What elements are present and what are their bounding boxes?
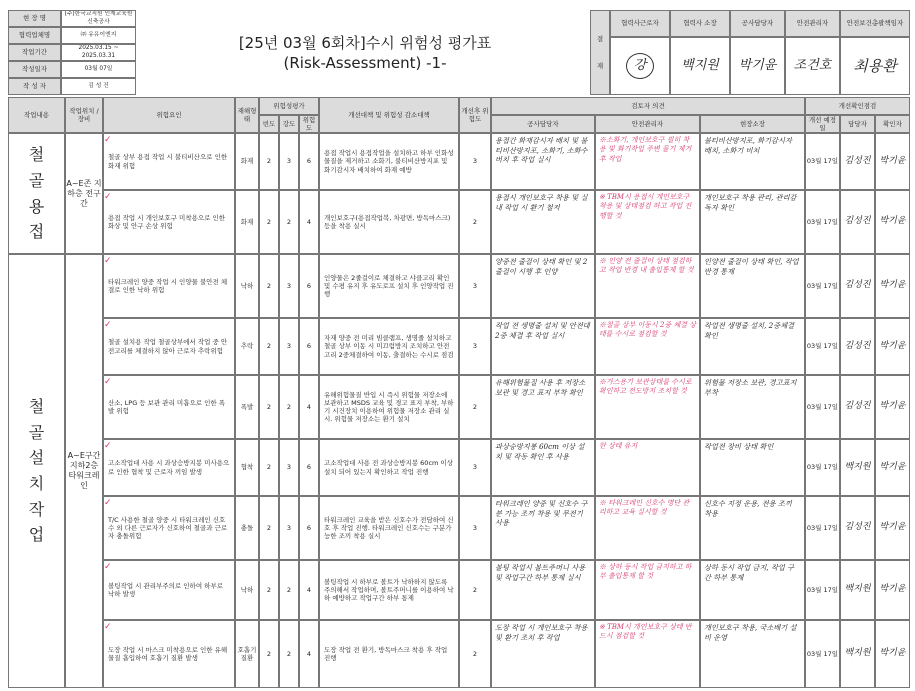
check-mark-icon: ✓	[104, 135, 112, 145]
row-3-op-manager: 양중전 줄걸이 상태 확인 및 2줄걸이 시행 후 인양	[491, 254, 595, 318]
row-3-post: 3	[459, 254, 491, 318]
row-9-date: 03월 17일	[805, 620, 840, 688]
row-8-risk: 4	[299, 560, 319, 620]
row-7-op-site: 신호수 지정 운용, 전용 조끼 착용	[700, 496, 805, 560]
check-mark-icon: ✓	[104, 256, 112, 266]
signature-safety: 조건호	[785, 37, 840, 95]
period-label: 작업기간	[8, 44, 61, 61]
col-planned-date: 개선 예정일	[805, 115, 840, 133]
row-1-op-site: 불티비산방지포, 화기감시자 배치, 소화기 비치	[700, 133, 805, 190]
approval-header-chief: 안전보건총괄책임자	[840, 10, 910, 37]
row-3-severity: 3	[279, 254, 299, 318]
check-mark-icon: ✓	[104, 622, 112, 632]
row-9-owner: 백지원	[840, 620, 875, 688]
row-3-date: 03월 17일	[805, 254, 840, 318]
row-8-severity: 2	[279, 560, 299, 620]
row-8-checker: 박기윤	[875, 560, 910, 620]
row-7-checker: 박기윤	[875, 496, 910, 560]
row-5-risk: 4	[299, 375, 319, 439]
row-3-type: 낙하	[235, 254, 259, 318]
row-4-post: 3	[459, 318, 491, 375]
row-5-severity: 2	[279, 375, 299, 439]
row-6-hazard: 고소작업대 사용 시 과상승방지봉 미사용으로 인한 협착 및 근로자 끼임 발생	[103, 439, 235, 496]
signature-manager: 백지원	[670, 37, 730, 95]
col-owner: 담당자	[840, 115, 875, 133]
row-8-owner: 백지원	[840, 560, 875, 620]
row-2-date: 03월 17일	[805, 190, 840, 254]
approval-side-label: 결 재	[590, 10, 610, 95]
site-label: 현 장 명	[8, 10, 61, 27]
row-5-owner: 김성진	[840, 375, 875, 439]
row-8-post: 2	[459, 560, 491, 620]
row-6-op-manager: 과상승방지봉 60cm 이상 설치 및 작동 확인 후 사용	[491, 439, 595, 496]
company-label: 협력업체명	[8, 27, 61, 44]
col-freq: 빈도	[259, 115, 279, 133]
row-4-date: 03월 17일	[805, 318, 840, 375]
title-line-2: (Risk-Assessment) -1-	[283, 54, 447, 73]
row-8-op-safety: ※ 상하 동시 작업 금지하고 하부 출입통제 할 것	[595, 560, 700, 620]
row-7-severity: 3	[279, 496, 299, 560]
col-risk: 위험도	[299, 115, 319, 133]
row-1-severity: 3	[279, 133, 299, 190]
row-6-freq: 2	[259, 439, 279, 496]
row-6-date: 03월 17일	[805, 439, 840, 496]
row-5-post: 2	[459, 375, 491, 439]
row-5-op-site: 위험물 저장소 보관, 경고표지 부착	[700, 375, 805, 439]
row-2-measures: 개인보호구(용접작업복, 차광면, 방독마스크)등을 착용 실시	[319, 190, 459, 254]
row-6-risk: 6	[299, 439, 319, 496]
row-4-owner: 김성진	[840, 318, 875, 375]
date-label: 작성일자	[8, 61, 61, 78]
check-mark-icon: ✓	[104, 441, 112, 451]
row-4-severity: 3	[279, 318, 299, 375]
row-9-op-manager: 도장 작업 시 개인보호구 착용 및 환기 조치 후 작업	[491, 620, 595, 688]
author-value: 김 성 진	[61, 78, 136, 95]
row-9-op-safety: ※ TBM시 개인보호구 상태 반드시 점검할 것	[595, 620, 700, 688]
row-2-checker: 박기윤	[875, 190, 910, 254]
group-work-steel: 철골설치작업	[8, 254, 65, 688]
row-3-op-safety: ※ 인양 전 줄걸이 상태 점검하고 작업 반경 내 출입통제 할 것	[595, 254, 700, 318]
row-9-type: 호흡기 질환	[235, 620, 259, 688]
row-5-type: 폭발	[235, 375, 259, 439]
row-7-hazard: T/C 사용한 철골 양중 시 타워크레인 신호수 외 다른 근로자가 신호하여 철골과 근로자 충돌위험	[103, 496, 235, 560]
site-value: (주)한국교직원 인재교육원 신축공사	[61, 10, 136, 27]
row-5-hazard: 산소, LPG 등 보관 관리 미흡으로 인한 폭발 위험	[103, 375, 235, 439]
row-8-op-site: 상하 동시 작업 금지, 작업 구간 하부 통제	[700, 560, 805, 620]
row-9-checker: 박기윤	[875, 620, 910, 688]
row-7-freq: 2	[259, 496, 279, 560]
row-3-measures: 인양물은 2줄걸이로 체결하고 샤클고리 확인 및 수평 유지 후 유도로프 설치 후 인양작업 진행	[319, 254, 459, 318]
row-2-owner: 김성진	[840, 190, 875, 254]
row-7-post: 3	[459, 496, 491, 560]
row-9-op-site: 개인보호구 착용, 국소배기 설비 운영	[700, 620, 805, 688]
row-9-freq: 2	[259, 620, 279, 688]
row-3-risk: 6	[299, 254, 319, 318]
row-9-risk: 4	[299, 620, 319, 688]
row-1-op-manager: 용접간 화재감시자 배치 및 불티비산방지포, 소화기, 소화수 버치 후 작업 실시	[491, 133, 595, 190]
row-4-op-manager: 작업 전 생명줄 설치 및 안전대 2중 체결 후 작업 실시	[491, 318, 595, 375]
row-1-date: 03월 17일	[805, 133, 840, 190]
author-label: 작 성 자	[8, 78, 61, 95]
row-1-post: 3	[459, 133, 491, 190]
group-work-welding: 철골용접	[8, 133, 65, 254]
row-9-measures: 도장 작업 전 환기, 방독마스크 착용 후 작업 진행	[319, 620, 459, 688]
row-7-risk: 6	[299, 496, 319, 560]
col-op-safety: 안전관리자	[595, 115, 700, 133]
row-3-owner: 김성진	[840, 254, 875, 318]
row-3-checker: 박기윤	[875, 254, 910, 318]
row-5-op-manager: 유해위험물질 사용 후 저장소 보관 및 경고 표지 부착 확인	[491, 375, 595, 439]
document-title	[215, 33, 515, 74]
col-risk-group: 위험성평가	[259, 97, 319, 115]
row-2-type: 화재	[235, 190, 259, 254]
row-4-hazard: 철골 설치용 작업 철골상부에서 작업 중 안전고리를 체결하지 않아 근로자 추락위험	[103, 318, 235, 375]
row-1-checker: 박기윤	[875, 133, 910, 190]
row-7-owner: 김성진	[840, 496, 875, 560]
signature-worker: 강	[610, 37, 670, 95]
row-7-date: 03월 17일	[805, 496, 840, 560]
row-4-measures: 자재 양중 전 미리 빔클램프, 생명줄 설치하고 철골 상부 이동 시 미끄럼방지 조치하고 안전고리 2중체결하여 이동, 출결하는 수시로 점검	[319, 318, 459, 375]
col-type: 재해형태	[235, 97, 259, 133]
row-2-op-safety: ※ TBM시 용접시 개인보호구 착용 및 상태점검 하고 작업 진행할 것	[595, 190, 700, 254]
row-2-risk: 4	[299, 190, 319, 254]
check-mark-icon: ✓	[104, 320, 112, 330]
row-6-op-site: 작업전 장비 상태 확인	[700, 439, 805, 496]
row-4-freq: 2	[259, 318, 279, 375]
row-8-measures: 볼팅작업 시 하부로 볼트가 낙하하지 않도록 주의해서 작업하며, 볼트주머니를 이용하여 낙하 예방하고 작업구간 하부 통제	[319, 560, 459, 620]
row-5-op-safety: ※가스용기 보관상태를 수시로 확인하고 전도방지 조치할 것	[595, 375, 700, 439]
row-3-hazard: 타워크레인 양중 작업 시 인양물 불안전 체결로 인한 낙하 위험	[103, 254, 235, 318]
row-6-owner: 백지원	[840, 439, 875, 496]
row-4-risk: 6	[299, 318, 319, 375]
col-work: 작업내용	[8, 97, 65, 133]
row-7-type: 충돌	[235, 496, 259, 560]
col-opinion-group: 검토자 의견	[491, 97, 805, 115]
col-op-manager: 공사담당자	[491, 115, 595, 133]
row-1-op-safety: ※소화기, 개인보호구 필히 착용 및 화기작업 주변 물기 제거 후 작업	[595, 133, 700, 190]
row-6-checker: 박기윤	[875, 439, 910, 496]
row-7-op-safety: ※ 타워크레인 신호수 명단 관리하고 교육 실시할 것	[595, 496, 700, 560]
row-3-op-site: 인양전 줄걸이 상태 확인, 작업반경 통제	[700, 254, 805, 318]
group-location-welding: A~E존 지하층 전구간	[65, 133, 103, 254]
row-4-op-safety: ※철골 상부 이동시 2중 체결 상태를 수시로 점검할 것	[595, 318, 700, 375]
row-2-hazard: 용접 작업 시 개인보호구 미착용으로 인한 화상 및 안구 손상 위험	[103, 190, 235, 254]
col-measures: 개선대책 및 위험성 감소대책	[319, 97, 459, 133]
row-1-freq: 2	[259, 133, 279, 190]
check-mark-icon: ✓	[104, 498, 112, 508]
col-op-site: 현장소장	[700, 115, 805, 133]
signature-chief: 최용환	[840, 37, 910, 95]
row-6-post: 3	[459, 439, 491, 496]
col-location: 작업위치 / 장비	[65, 97, 103, 133]
group-location-steel: A~E구간 지하2층 타워크레인	[65, 254, 103, 688]
row-6-severity: 3	[279, 439, 299, 496]
col-confirm-group: 개선확인점검	[805, 97, 910, 115]
row-8-op-manager: 볼팅 작업시 볼트주머니 사용 및 작업구간 하부 통제 실시	[491, 560, 595, 620]
row-5-checker: 박기윤	[875, 375, 910, 439]
row-1-owner: 김성진	[840, 133, 875, 190]
row-9-post: 2	[459, 620, 491, 688]
approval-header-safety: 안전관리자	[785, 10, 840, 37]
row-6-type: 협착	[235, 439, 259, 496]
col-severity: 강도	[279, 115, 299, 133]
row-5-date: 03월 17일	[805, 375, 840, 439]
signature-supervisor: 박기윤	[730, 37, 785, 95]
row-4-checker: 박기윤	[875, 318, 910, 375]
company-value: ㈜ 유유이엔지	[61, 27, 136, 44]
date-value: 03월 07일	[61, 61, 136, 78]
row-2-op-site: 개인보호구 착용 관리, 관리감독자 확인	[700, 190, 805, 254]
row-9-hazard: 도장 작업 시 마스크 미착용으로 인한 유해물질 흡입하여 호흡기 질환 발생	[103, 620, 235, 688]
row-1-risk: 6	[299, 133, 319, 190]
row-7-measures: 타워크레인 교육을 받은 신호수가 전담하여 신호 후 작업 진행. 타워크레인 신호수는 구분가능한 조끼 착용 실시	[319, 496, 459, 560]
approval-header-supervisor: 공사담당자	[730, 10, 785, 37]
col-post-risk: 개선후 위험도	[459, 97, 491, 133]
row-2-op-manager: 용접시 개인보호구 착용 및 실내 작업 시 환기 철저	[491, 190, 595, 254]
row-4-type: 추락	[235, 318, 259, 375]
row-1-measures: 용접 작업시 용접작업을 설치하고 하부 인화성 물질을 제거하고 소화기, 불티비산방지포 및 화기감시자 배치하여 화재 예방	[319, 133, 459, 190]
row-8-hazard: 볼팅작업 시 관리부주의로 인하여 하부로 낙하 발생	[103, 560, 235, 620]
row-1-hazard: 철골 상부 용접 작업 시 불티비산으로 인한 화재 위험	[103, 133, 235, 190]
row-1-type: 화재	[235, 133, 259, 190]
approval-header-manager: 협력사 소장	[670, 10, 730, 37]
row-2-post: 2	[459, 190, 491, 254]
check-mark-icon: ✓	[104, 562, 112, 572]
row-2-freq: 2	[259, 190, 279, 254]
title-line-1: [25년 03월 6회차]수시 위험성 평가표	[238, 34, 492, 52]
col-hazard: 위험요인	[103, 97, 235, 133]
row-9-severity: 2	[279, 620, 299, 688]
row-6-measures: 고소작업대 사용 전 과상승방지봉 60cm 이상 설치 되어 있는지 확인하고 작업 진행	[319, 439, 459, 496]
check-mark-icon: ✓	[104, 192, 112, 202]
check-mark-icon: ✓	[104, 377, 112, 387]
row-3-freq: 2	[259, 254, 279, 318]
row-6-op-safety: 한 상태 유지	[595, 439, 700, 496]
period-value: 2025.03.15 ~ 2025.03.31	[61, 44, 136, 61]
row-7-op-manager: 타워크레인 양중 및 신호수 구분 가능 조끼 착용 및 무전기 사용	[491, 496, 595, 560]
row-8-date: 03월 17일	[805, 560, 840, 620]
row-5-freq: 2	[259, 375, 279, 439]
row-5-measures: 유해위험물질 반입 시 즉시 위험물 저장소에 보관하고 MSDS 교육 및 경고 표지 부착, 부하기 시건장치 이용하여 위험물 저장소 관리 실시. 위험물 저장소는 환기 설치	[319, 375, 459, 439]
row-8-freq: 2	[259, 560, 279, 620]
approval-header-worker: 협력사근로자	[610, 10, 670, 37]
row-8-type: 낙하	[235, 560, 259, 620]
col-checker: 확인자	[875, 115, 910, 133]
row-4-op-site: 작업전 생명줄 설치, 2중체결 확인	[700, 318, 805, 375]
row-2-severity: 2	[279, 190, 299, 254]
